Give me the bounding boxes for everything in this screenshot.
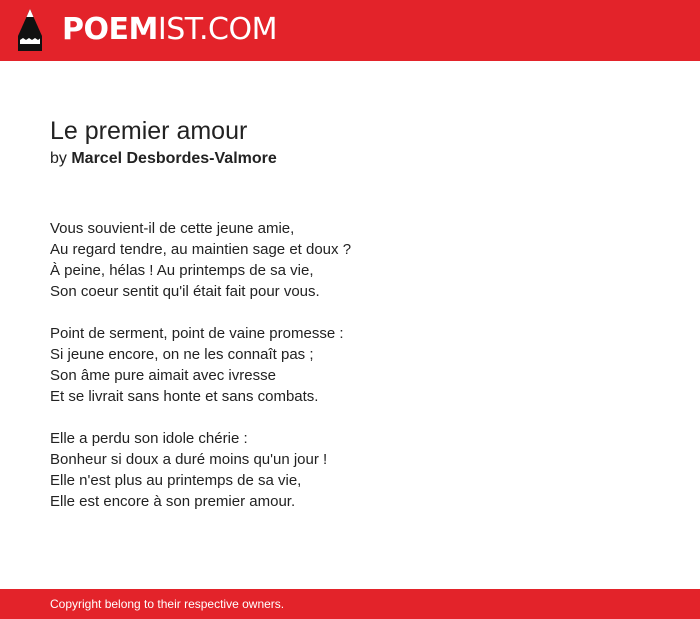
poem-title: Le premier amour <box>50 117 248 145</box>
by-prefix: by <box>50 150 72 167</box>
poem-line: Au regard tendre, au maintien sage et doux ? <box>50 241 352 258</box>
stanza <box>50 218 351 302</box>
pencil-tip-icon[interactable] <box>18 9 42 51</box>
poem-body <box>50 218 351 533</box>
site-header <box>0 0 700 61</box>
site-footer <box>0 589 700 619</box>
poem-line: Point de serment, point de vaine promesse : <box>50 325 344 342</box>
site-logo[interactable] <box>62 12 277 48</box>
poem-line: Vous souvient-il de cette jeune amie, <box>50 220 295 237</box>
logo-text-light: IST.COM <box>157 12 277 47</box>
poem-line: Son âme pure aimait avec ivresse <box>50 367 276 384</box>
poem-author: Marcel Desbordes-Valmore <box>71 150 277 167</box>
stanza <box>50 323 351 407</box>
poem-line: Si jeune encore, on ne les connaît pas ; <box>50 346 314 363</box>
logo-text-bold: POEM <box>62 12 158 47</box>
poem-line: Elle n'est plus au printemps de sa vie, <box>50 472 302 489</box>
poem-line: Son coeur sentit qu'il était fait pour vous. <box>50 283 320 300</box>
poem-line: À peine, hélas ! Au printemps de sa vie, <box>50 262 314 279</box>
stanza <box>50 428 351 512</box>
poem-byline <box>50 149 277 169</box>
poem-line: Et se livrait sans honte et sans combats. <box>50 388 319 405</box>
poem-line: Elle a perdu son idole chérie : <box>50 430 248 447</box>
copyright-notice: Copyright belong to their respective owners. <box>50 597 285 611</box>
poem-line: Bonheur si doux a duré moins qu'un jour ! <box>50 451 328 468</box>
poem-line: Elle est encore à son premier amour. <box>50 493 296 510</box>
